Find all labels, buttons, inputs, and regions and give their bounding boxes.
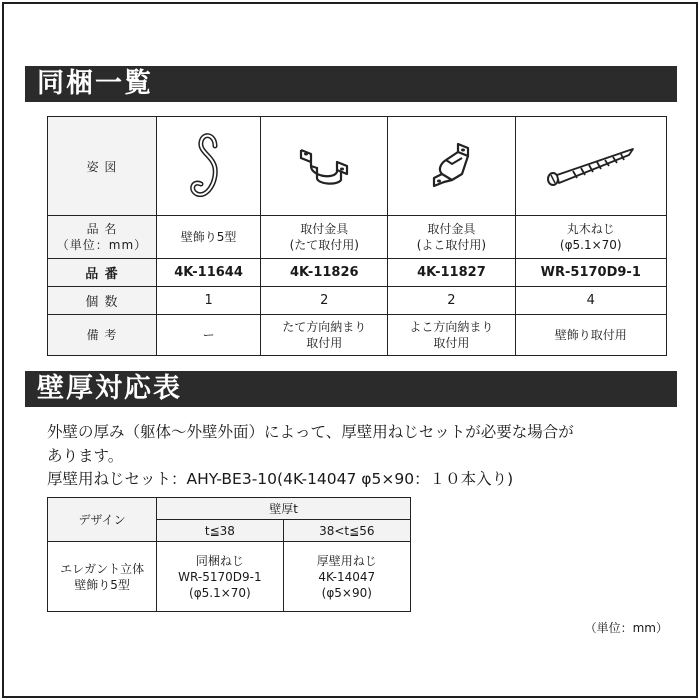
thickness-header: 壁厚t bbox=[157, 498, 411, 520]
screw-cell bbox=[157, 542, 283, 612]
item-code: WR-5170D9-1 bbox=[515, 259, 666, 287]
item-note-line1: 壁飾り取付用 bbox=[554, 328, 627, 342]
product-name-line2: 壁飾り5型 bbox=[74, 577, 130, 592]
contents-table bbox=[47, 116, 667, 356]
item-note bbox=[261, 315, 388, 356]
item-name-line1: 取付金具 bbox=[300, 222, 349, 236]
design-header: デザイン bbox=[48, 498, 157, 542]
wall-thickness-table bbox=[47, 497, 411, 612]
item-note-line2: 取付用 bbox=[306, 336, 343, 350]
screw-cell-line2: WR-5170D9-1 bbox=[178, 569, 262, 584]
s-hook-icon bbox=[179, 124, 239, 208]
vertical-bracket-icon bbox=[289, 136, 359, 196]
item-note-line1: ー bbox=[202, 328, 215, 342]
section-title-contents: 同梱一覧 bbox=[25, 66, 677, 102]
item-quantity: 2 bbox=[388, 287, 515, 315]
item-name bbox=[157, 216, 261, 259]
item-note bbox=[515, 315, 666, 356]
screw-cell bbox=[283, 542, 410, 612]
item-name-line1: 壁飾り5型 bbox=[180, 230, 237, 244]
item-note bbox=[388, 315, 515, 356]
row-header-code: 品 番 bbox=[48, 259, 157, 287]
item-name-line2: (たて取付用) bbox=[289, 238, 359, 252]
item-name bbox=[388, 216, 515, 259]
description-paragraph bbox=[47, 420, 677, 468]
row-header-name bbox=[48, 216, 157, 259]
row-header-note: 備 考 bbox=[48, 315, 157, 356]
item-quantity: 2 bbox=[261, 287, 388, 315]
item-code: 4K-11827 bbox=[388, 259, 515, 287]
row-header-quantity: 個 数 bbox=[48, 287, 157, 315]
figure-cell bbox=[157, 117, 261, 216]
product-name-line1: エレガント立体 bbox=[60, 561, 145, 576]
horizontal-bracket-icon bbox=[416, 134, 486, 198]
row-header-name-line1: 品 名 bbox=[86, 222, 118, 236]
figure-cell bbox=[261, 117, 388, 216]
row-header-figure: 姿 図 bbox=[48, 117, 157, 216]
item-quantity: 4 bbox=[515, 287, 666, 315]
screw-set-line: 厚壁用ねじセット：AHY-BE3-10(4K-14047 φ5×90：１０本入り) bbox=[47, 470, 514, 488]
item-note bbox=[157, 315, 261, 356]
section-title-wall-thickness: 壁厚対応表 bbox=[25, 371, 677, 407]
screw-cell-line3: (φ5.1×70) bbox=[189, 585, 251, 600]
screw-cell-line1: 同梱ねじ bbox=[195, 553, 244, 568]
unit-note: （単位：mm） bbox=[584, 621, 668, 635]
figure-cell bbox=[515, 117, 666, 216]
item-name-line1: 取付金具 bbox=[427, 222, 476, 236]
description-line1: 外壁の厚み（躯体〜外壁外面）によって、厚壁用ねじセットが必要な場合が bbox=[47, 423, 574, 441]
item-note-line2: 取付用 bbox=[433, 336, 470, 350]
item-name-line2: (φ5.1×70) bbox=[559, 238, 622, 252]
item-quantity: 1 bbox=[157, 287, 261, 315]
screw-cell-line1: 厚壁用ねじ bbox=[316, 553, 377, 568]
screw-cell-line2: 4K-14047 bbox=[318, 569, 376, 584]
item-name-line2: (よこ取付用) bbox=[416, 238, 487, 252]
row-header-name-line2: （単位：mm） bbox=[56, 238, 148, 252]
product-name-cell bbox=[48, 542, 157, 612]
item-name bbox=[261, 216, 388, 259]
wood-screw-icon bbox=[543, 141, 639, 191]
item-name-line1: 丸木ねじ bbox=[566, 222, 615, 236]
figure-cell bbox=[388, 117, 515, 216]
item-code: 4K-11826 bbox=[261, 259, 388, 287]
item-name bbox=[515, 216, 666, 259]
screw-cell-line3: (φ5×90) bbox=[321, 585, 372, 600]
item-note-line1: たて方向納まり bbox=[282, 320, 367, 334]
thickness-range: 38<t≦56 bbox=[283, 520, 410, 542]
item-note-line1: よこ方向納まり bbox=[409, 320, 494, 334]
thickness-range: t≦38 bbox=[157, 520, 283, 542]
description-line2: あります。 bbox=[47, 447, 124, 465]
item-code: 4K-11644 bbox=[157, 259, 261, 287]
